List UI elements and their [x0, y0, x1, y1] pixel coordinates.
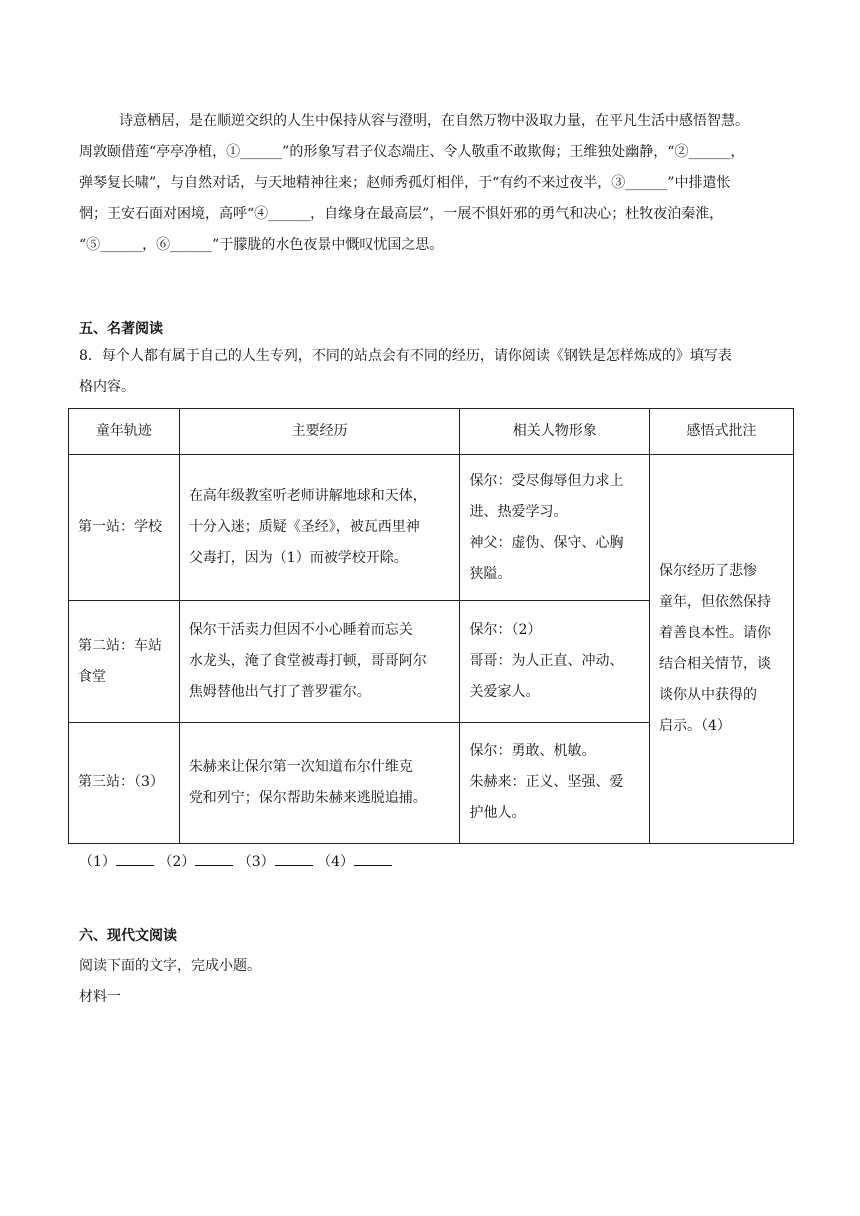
table-row — [69, 455, 794, 601]
cell-text: 朱赫来让保尔第一次知道布尔什维克 — [188, 758, 413, 775]
header-cell: 感悟式批注 — [650, 409, 794, 455]
annotation-cell — [650, 455, 794, 844]
cell-text: 保尔干活卖力但因不小心睡着而忘关 — [188, 622, 413, 639]
cell-text: 食堂 — [78, 668, 106, 685]
cell-text: 父毒打，因为（1）而被学校开除。 — [188, 550, 408, 567]
characters-cell — [460, 455, 650, 601]
question-line: 8．每个人都有属于自己的人生专列，不同的站点会有不同的经历，请你阅读《钢铁是怎样炼成的》填写表 — [79, 348, 732, 364]
cell-text: 狭隘。 — [469, 565, 512, 582]
station-cell — [69, 722, 180, 843]
reading-table — [68, 408, 794, 844]
cell-text: 结合相关情节，谈 — [659, 656, 772, 673]
cell-text: 护他人。 — [469, 805, 526, 822]
cell-text: 在高年级教室听老师讲解地球和天体， — [188, 488, 427, 505]
cell-text: 保尔经历了悲惨 — [659, 563, 758, 580]
experience-cell — [179, 455, 460, 601]
characters-cell — [460, 601, 650, 722]
paragraph-line: 弹琴复长啸”，与自然对话，与天地精神往来；赵师秀孤灯相伴，于“有约不来过夜半，③______”中排遣怅 — [79, 175, 731, 191]
header-cell: 相关人物形象 — [460, 409, 650, 455]
cell-text: 童年，但依然保持 — [659, 594, 772, 611]
experience-cell — [179, 601, 460, 722]
table-header-row — [69, 409, 794, 455]
question-line: 格内容。 — [79, 379, 135, 395]
answer-blank[interactable] — [116, 852, 154, 866]
cell-text: 第二站：车站 — [78, 637, 162, 654]
cell-text: 进、热爱学习。 — [469, 503, 568, 520]
reading-instruction: 阅读下面的文字，完成小题。 — [79, 958, 261, 974]
cell-text: 关爱家人。 — [469, 684, 540, 701]
section-heading-5: 五、名著阅读 — [79, 321, 163, 337]
cell-text: 水龙头，淹了食堂被毒打顿，哥哥阿尔 — [188, 653, 427, 670]
cell-text: 第一站：学校 — [78, 519, 162, 536]
answer-label: （1） — [79, 854, 116, 870]
cell-text: 保尔：受尽侮辱但力求上 — [469, 472, 624, 489]
paragraph-line: 诗意栖居，是在顺逆交织的人生中保持从容与澄明，在自然万物中汲取力量，在平凡生活中感悟智慧。 — [119, 113, 749, 129]
question-8 — [79, 341, 791, 403]
station-cell — [69, 601, 180, 722]
cell-text: 十分入迷；质疑《圣经》，被瓦西里神 — [188, 519, 420, 536]
cell-text: 第三站：（3） — [78, 774, 164, 791]
cell-text: 哥哥：为人正直、冲动、 — [469, 653, 624, 670]
paragraph-line: 周敦颐借莲“亭亭净植，①______”的形象写君子仪态端庄、令人敬重不敢欺侮；王维独处幽静，“②______， — [79, 144, 745, 160]
cell-text: 焦姆替他出气打了普罗霍尔。 — [188, 684, 371, 701]
section-heading-6: 六、现代文阅读 — [79, 928, 177, 944]
answer-blank[interactable] — [354, 852, 392, 866]
answer-blank[interactable] — [275, 852, 313, 866]
paragraph-line: 惘；王安石面对困境，高呼“④______，自缘身在最高层”，一展不惧奸邪的勇气和决心；杜牧夜泊秦淮， — [79, 206, 724, 222]
cell-text: 着善良本性。请你 — [659, 625, 772, 642]
material-label: 材料一 — [79, 989, 121, 1005]
characters-cell — [460, 722, 650, 843]
cell-text: 谈你从中获得的 — [659, 687, 758, 704]
answer-blanks — [79, 851, 392, 871]
answer-label: （3） — [237, 854, 275, 870]
experience-cell — [179, 722, 460, 843]
answer-blank[interactable] — [195, 852, 233, 866]
answer-label: （4） — [317, 854, 355, 870]
poem-paragraph — [79, 106, 791, 261]
header-cell: 主要经历 — [179, 409, 460, 455]
header-cell: 童年轨迹 — [69, 409, 180, 455]
answer-label: （2） — [158, 854, 196, 870]
cell-text: 启示。（4） — [659, 718, 731, 735]
cell-text: 保尔：勇敢、机敏。 — [469, 743, 596, 760]
cell-text: 党和列宁；保尔帮助朱赫来逃脱追捕。 — [188, 789, 427, 806]
paragraph-line: “⑤______，⑥______”于朦胧的水色夜景中慨叹忧国之思。 — [79, 237, 444, 253]
cell-text: 朱赫来：正义、坚强、爱 — [469, 774, 624, 791]
cell-text: 保尔：（2） — [469, 622, 542, 639]
station-cell — [69, 455, 180, 601]
cell-text: 神父：虚伪、保守、心胸 — [469, 534, 624, 551]
